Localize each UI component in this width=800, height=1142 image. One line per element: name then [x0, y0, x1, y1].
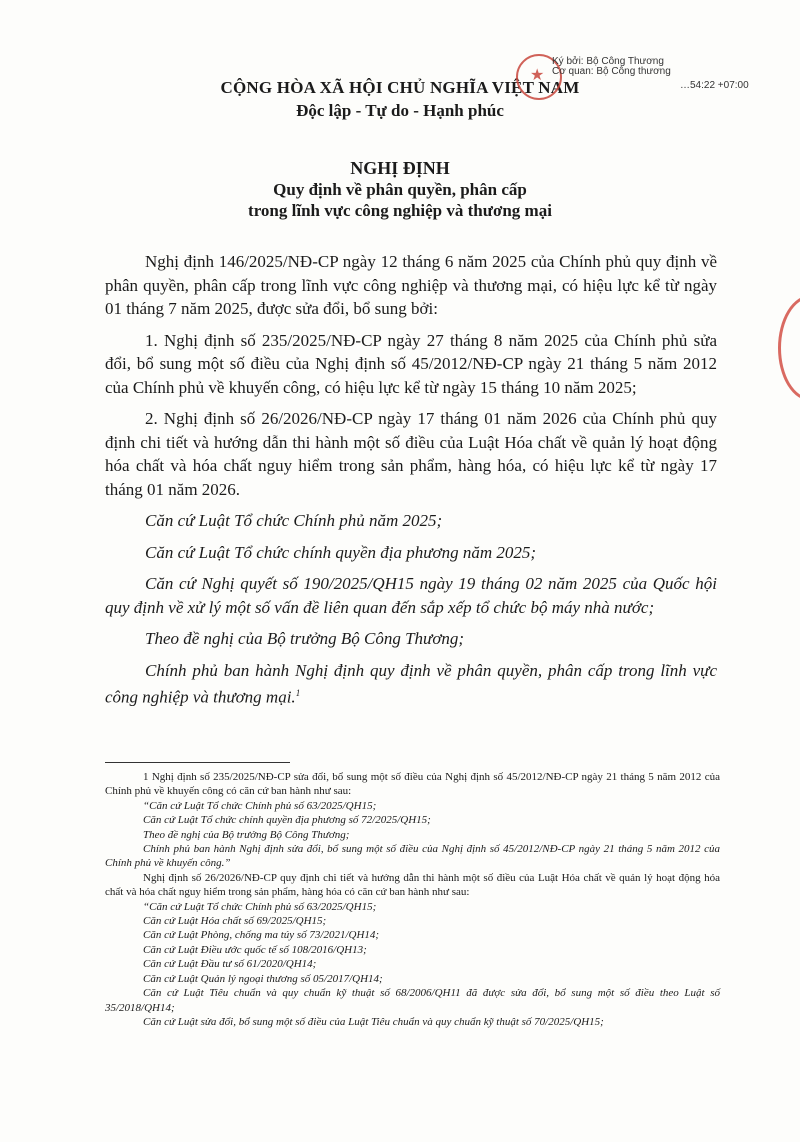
digital-signature	[510, 54, 800, 102]
proposal-line: Theo đề nghị của Bộ trưởng Bộ Công Thương;	[145, 629, 465, 648]
legal-basis: Căn cứ Luật Tổ chức chính quyền địa phương năm 2025;	[145, 542, 537, 562]
enactment-line	[105, 659, 717, 710]
footnote-line: Căn cứ Luật Hóa chất số 69/2025/QH15;	[143, 915, 327, 928]
footnote-line: Căn cứ Luật sửa đổi, bổ sung một số điều của Luật Tiêu chuẩn và quy chuẩn kỹ thuật số 70/2025/QH15;	[143, 1015, 604, 1028]
body-paragraph: 1. Nghị định số 235/2025/NĐ-CP ngày 27 tháng 8 năm 2025 của Chính phủ sửa đổi, bổ sung một số điều của Nghị định số 45/2012/NĐ-CP ngày 21 tháng 5 năm 2012 của Chính phủ về khuyến công, có hiệu lực kể từ ngày 15 tháng 10 năm 2025;	[105, 330, 717, 397]
footnote-line: 1 Nghị định số 235/2025/NĐ-CP sửa đổi, bổ sung một số điều của Nghị định số 45/2012/NĐ-CP ngày 21 tháng 5 năm 2012 của Chính phủ về khuyến công có căn cứ ban hành như sau:	[105, 771, 720, 798]
enactment-text: Chính phủ ban hành Nghị định quy định về phân quyền, phân cấp trong lĩnh vực công nghiệp và thương mại.	[105, 660, 717, 707]
legal-basis: Căn cứ Luật Tổ chức Chính phủ năm 2025;	[145, 511, 443, 530]
signature-signer: Ký bởi: Bộ Công Thương	[552, 56, 664, 67]
nation-heading: CỘNG HÒA XÃ HỘI CHỦ NGHĨA VIỆT NAM	[220, 78, 580, 97]
footnote-line: Căn cứ Luật Tiêu chuẩn và quy chuẩn kỹ thuật số 68/2006/QH11 đã được sửa đổi, bổ sung một số điều theo Luật số 35/2018/QH14;	[105, 987, 720, 1014]
document-body	[105, 250, 717, 717]
footnote-line: Nghị định số 26/2026/NĐ-CP quy định chi tiết và hướng dẫn thi hành một số điều của Luật Hóa chất về quản lý hoạt động hóa chất và hóa chất nguy hiểm trong sản phẩm, hàng hóa có căn cứ ban hành như sau:	[105, 871, 720, 899]
body-paragraph: Nghị định 146/2025/NĐ-CP ngày 12 tháng 6 năm 2025 của Chính phủ quy định về phân quyền, phân cấp trong lĩnh vực công nghiệp và thương mại, có hiệu lực kể từ ngày 01 tháng 7 năm 2025, được sửa đổi, bổ sung bởi:	[105, 252, 717, 318]
footnote-line: Chính phủ ban hành Nghị định sửa đổi, bổ sung một số điều của Nghị định số 45/2012/NĐ-CP ngày 21 tháng 5 năm 2012 của Chính phủ về khuyến công.”	[105, 843, 720, 870]
footnote-line: Theo đề nghị của Bộ trưởng Bộ Công Thương;	[143, 828, 350, 841]
footnote-line: Căn cứ Luật Đầu tư số 61/2020/QH14;	[143, 958, 317, 971]
footnote-line: “Căn cứ Luật Tổ chức Chính phủ số 63/2025/QH15;	[143, 900, 377, 913]
footnote-ref[interactable]: 1	[295, 688, 301, 698]
document-title-line1: Quy định về phân quyền, phân cấp	[273, 180, 527, 199]
footnotes	[105, 770, 720, 1029]
legal-basis: Căn cứ Nghị quyết số 190/2025/QH15 ngày 19 tháng 02 năm 2025 của Quốc hội quy định về xử lý một số vấn đề liên quan đến sắp xếp tổ chức bộ máy nhà nước;	[105, 574, 717, 617]
document-kind: NGHỊ ĐỊNH	[350, 158, 450, 178]
signature-agency: Cơ quan: Bộ Công thương	[552, 66, 671, 77]
footnote-divider	[105, 762, 290, 763]
footnote-line: Căn cứ Luật Điều ước quốc tế số 108/2016/QH13;	[143, 943, 367, 956]
document-title-line2: trong lĩnh vực công nghiệp và thương mại	[248, 201, 552, 220]
footnote-line: “Căn cứ Luật Tổ chức Chính phủ số 63/2025/QH15;	[143, 799, 377, 812]
footnote-line: Căn cứ Luật Phòng, chống ma túy số 73/2021/QH14;	[143, 929, 380, 942]
motto-heading: Độc lập - Tự do - Hạnh phúc	[296, 101, 504, 120]
footnote-line: Căn cứ Luật Quản lý ngoại thương số 05/2017/QH14;	[143, 972, 383, 985]
signature-time: …54:22 +07:00	[680, 80, 749, 91]
body-paragraph: 2. Nghị định số 26/2026/NĐ-CP ngày 17 tháng 01 năm 2026 của Chính phủ quy định chi tiết và hướng dẫn thi hành một số điều của Luật Hóa chất về quản lý hoạt động hóa chất và hóa chất nguy hiểm trong sản phẩm, hàng hóa, có hiệu lực kể từ ngày 17 tháng 01 năm 2026.	[105, 409, 717, 499]
footnote-line: Căn cứ Luật Tổ chức chính quyền địa phương số 72/2025/QH15;	[143, 814, 431, 827]
stamp-edge	[778, 295, 800, 401]
